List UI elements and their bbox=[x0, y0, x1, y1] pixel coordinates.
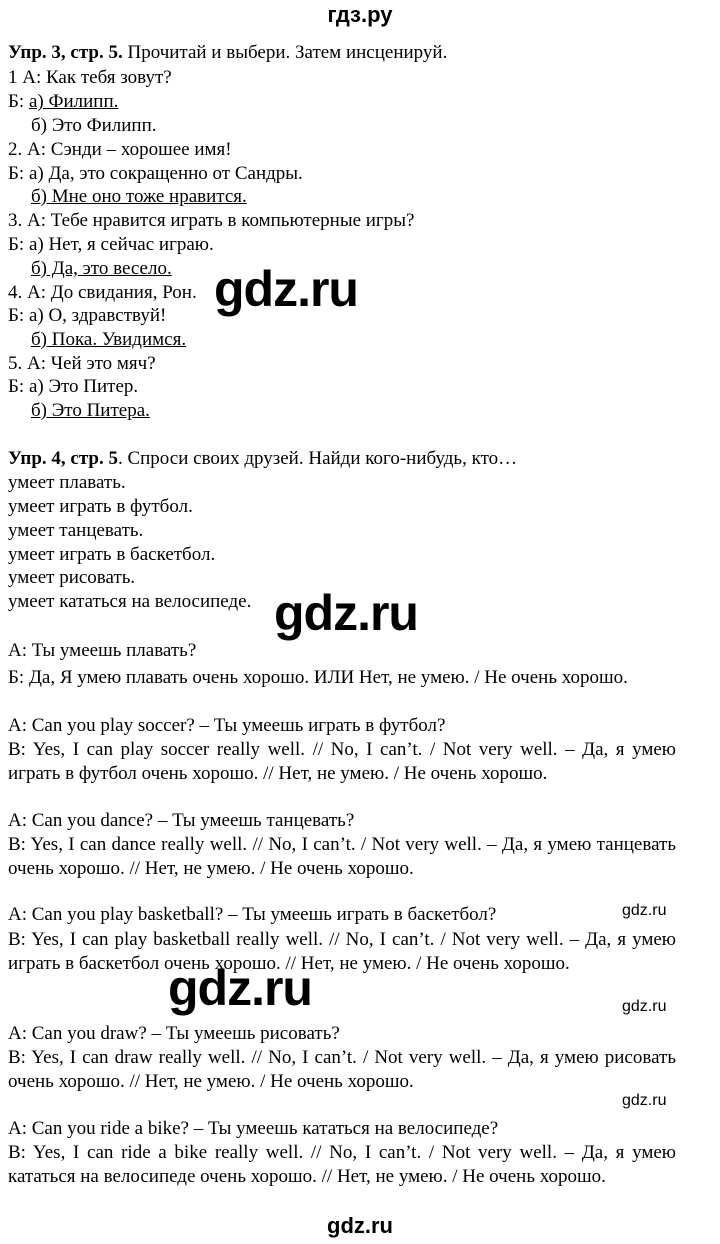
ex3-line: Б: а) Да, это сокращенно от Сандры. bbox=[8, 163, 303, 184]
ex3-line: Б: а) Нет, я сейчас играю. bbox=[8, 234, 214, 255]
ex4-dialogue-line: A: Can you ride a bike? – Ты умеешь кататься на велосипеде? bbox=[8, 1118, 499, 1139]
ex3-title: Упр. 3, стр. 5. bbox=[8, 42, 123, 63]
ex4-dialogue-line: A: Can you dance? – Ты умеешь танцевать? bbox=[8, 810, 355, 831]
ex3-line: б) Это Филипп. bbox=[31, 115, 157, 136]
footer-watermark: gdz.ru bbox=[327, 1213, 393, 1238]
ex4-dialogue-line: Б: Да, Я умею плавать очень хорошо. ИЛИ Нет, не умею. / Не очень хорошо. bbox=[8, 667, 628, 688]
watermark-small: gdz.ru bbox=[622, 998, 667, 1015]
ex4-item: умеет плавать. bbox=[8, 472, 126, 493]
ex3-line: Б: а) О, здравствуй! bbox=[8, 305, 167, 326]
watermark-large: gdz.ru bbox=[274, 585, 418, 641]
ex4-item: умеет играть в баскетбол. bbox=[8, 544, 216, 565]
ex4-title: Упр. 4, стр. 5 bbox=[8, 448, 118, 469]
ex3-line: 4. А: До свидания, Рон. bbox=[8, 282, 197, 303]
ex4-dialogue-line: A: Can you draw? – Ты умеешь рисовать? bbox=[8, 1023, 340, 1044]
ex4-instruction: . Спроси своих друзей. Найди кого-нибудь, кто… bbox=[117, 448, 518, 469]
watermark-small: gdz.ru bbox=[622, 902, 667, 919]
ex4-dialogue-line: B: Yes, I can ride a bike really well. // No, I can’t. / Not very well. – Да, я умею кататься на велосипеде очень хорошо. // Нет, не умею. / Не очень хорошо. bbox=[8, 1142, 676, 1187]
watermark-large: gdz.ru bbox=[214, 261, 358, 317]
ex4-item: умеет рисовать. bbox=[8, 567, 136, 588]
ex3-answer-correct: а) Филипп. bbox=[28, 91, 119, 112]
watermark-small: gdz.ru bbox=[622, 1092, 667, 1109]
ex3-line: 3. А: Тебе нравится играть в компьютерные игры? bbox=[8, 210, 415, 231]
ex3-heading bbox=[8, 42, 447, 64]
ex3-answer-correct: б) Пока. Увидимся. bbox=[31, 329, 187, 350]
ex4-dialogue-line: A: Can you play basketball? – Ты умеешь играть в баскетбол? bbox=[8, 904, 497, 925]
ex4-heading bbox=[8, 448, 517, 470]
ex3-answer-correct: б) Это Питера. bbox=[31, 400, 150, 421]
ex3-line: Б: а) Это Питер. bbox=[8, 376, 139, 397]
ex3-line bbox=[8, 91, 118, 113]
ex4-dialogue-line: B: Yes, I can play soccer really well. // No, I can’t. / Not very well. – Да, я умею играть в футбол очень хорошо. // Нет, не умею. / Не очень хорошо. bbox=[8, 739, 676, 784]
ex4-item: умеет играть в футбол. bbox=[8, 496, 193, 517]
ex4-dialogue-line: B: Yes, I can play basketball really well. // No, I can’t. / Not very well. – Да, я умею играть в баскетбол очень хорошо. // Нет, не умею. / Не очень хорошо. bbox=[8, 929, 676, 974]
ex4-item: умеет кататься на велосипеде. bbox=[8, 591, 252, 612]
ex3-line: 2. А: Сэнди – хорошее имя! bbox=[8, 139, 232, 160]
watermark-large: gdz.ru bbox=[168, 960, 312, 1016]
ex4-item: умеет танцевать. bbox=[8, 520, 144, 541]
ex3-answer-correct: б) Да, это весело. bbox=[31, 258, 172, 279]
ex4-dialogue-line: A: Can you play soccer? – Ты умеешь играть в футбол? bbox=[8, 715, 446, 736]
ex4-dialogue-line: B: Yes, I can draw really well. // No, I can’t. / Not very well. – Да, я умею рисовать очень хорошо. // Нет, не умею. / Не очень хорошо. bbox=[8, 1047, 676, 1092]
ex3-speaker: Б: bbox=[8, 91, 29, 112]
ex3-line: 1 А: Как тебя зовут? bbox=[8, 67, 172, 88]
ex3-answer-correct: б) Мне оно тоже нравится. bbox=[31, 186, 247, 207]
ex3-line: 5. А: Чей это мяч? bbox=[8, 353, 156, 374]
header-watermark: гдз.ру bbox=[327, 2, 393, 27]
ex4-dialogue-line: B: Yes, I can dance really well. // No, I can’t. / Not very well. – Да, я умею танцевать очень хорошо. // Нет, не умею. / Не очень хорошо. bbox=[8, 834, 676, 879]
ex3-instruction: Прочитай и выбери. Затем инсценируй. bbox=[122, 42, 448, 63]
ex4-dialogue-line: А: Ты умеешь плавать? bbox=[8, 640, 197, 661]
